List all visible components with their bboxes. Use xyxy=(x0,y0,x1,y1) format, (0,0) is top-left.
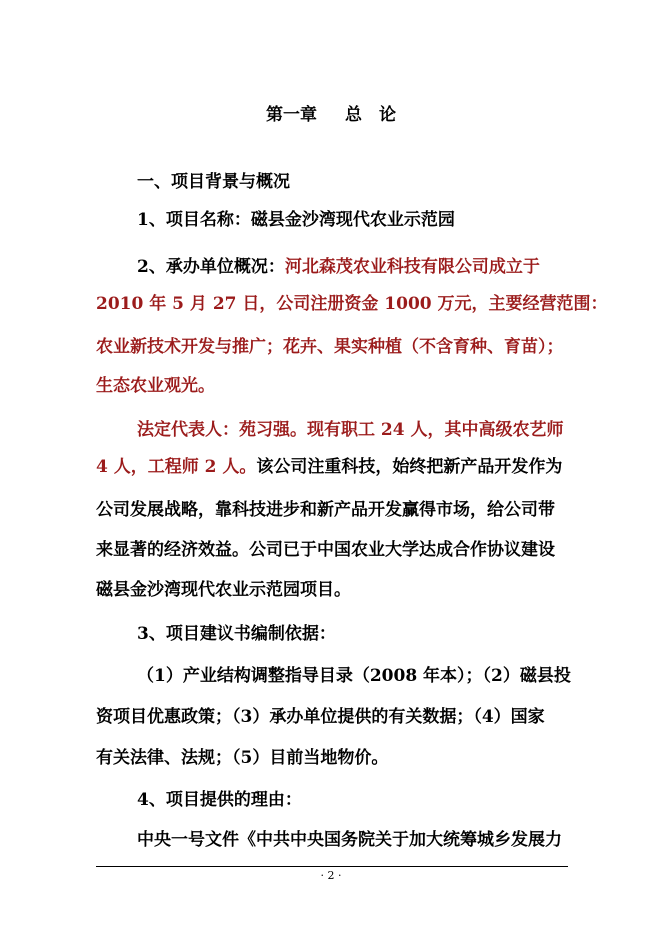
legal-rep-text-2 xyxy=(96,455,562,479)
basis-text-3: 有关法律、法规；（5）目前当地物价。 xyxy=(96,748,389,768)
reason-text-1: 中央一号文件《中共中央国务院关于加大统筹城乡发展力 xyxy=(137,830,562,850)
sponsor-text-4: 生态农业观光。 xyxy=(96,376,215,396)
page-number: · 2 · xyxy=(320,869,342,882)
basis-text-1: （1）产业结构调整指导目录（2008 年本）；（2）磁县投 xyxy=(137,666,571,686)
chapter-number: 第一章 xyxy=(266,105,317,125)
legal-rep-text-1: 法定代表人：苑习强。现有职工 24 人，其中高级农艺师 xyxy=(137,420,564,440)
legal-rep-red: 4 人，工程师 2 人。 xyxy=(96,457,257,477)
sponsor-text-2: 2010 年 5 月 27 日，公司注册资金 1000 万元，主要经营范围： xyxy=(96,294,608,314)
footer-divider xyxy=(96,866,568,867)
item-sponsor-overview xyxy=(137,255,540,279)
sponsor-text-3: 农业新技术开发与推广；花卉、果实种植（不含育种、育苗）； xyxy=(96,337,564,357)
sponsor-text-1: 河北森茂农业科技有限公司成立于 xyxy=(284,257,540,277)
item-reason-heading: 4、项目提供的理由： xyxy=(137,790,302,810)
item-basis-heading: 3、项目建议书编制依据： xyxy=(137,624,336,644)
chapter-name: 总 论 xyxy=(345,105,396,125)
chapter-title xyxy=(0,100,662,125)
item-project-name: 1、项目名称：磁县金沙湾现代农业示范园 xyxy=(137,210,455,230)
section-heading: 一、项目背景与概况 xyxy=(137,172,290,192)
company-text-3: 公司发展战略，靠科技进步和新产品开发赢得市场，给公司带 xyxy=(96,500,555,520)
legal-rep-black: 该公司注重科技，始终把新产品开发作为 xyxy=(256,457,563,477)
item-sponsor-label: 2、承办单位概况： xyxy=(137,257,285,277)
basis-text-2: 资项目优惠政策；（3）承办单位提供的有关数据；（4）国家 xyxy=(96,707,545,727)
company-text-5: 磁县金沙湾现代农业示范园项目。 xyxy=(96,580,351,600)
company-text-4: 来显著的经济效益。公司已于中国农业大学达成合作协议建设 xyxy=(96,540,555,560)
